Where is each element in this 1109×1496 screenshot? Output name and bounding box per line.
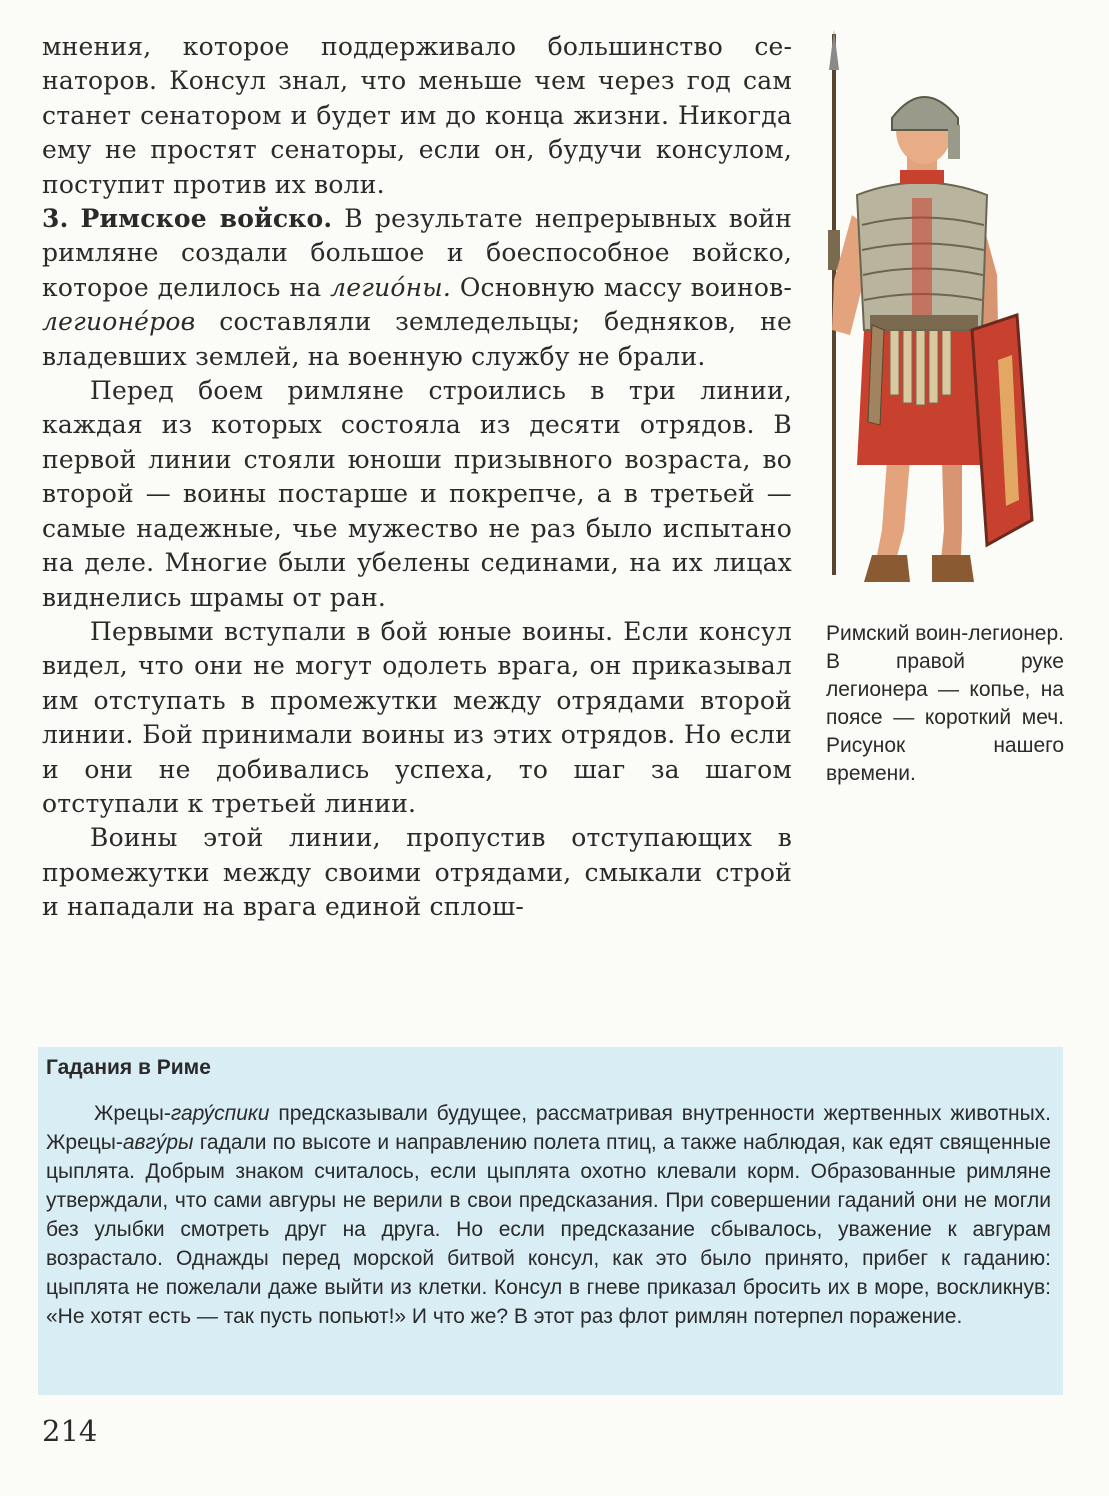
term-legionaries: легионе́ров — [42, 307, 196, 337]
term-legions: легио́ны. — [330, 272, 452, 302]
sidebar-body — [46, 1099, 1051, 1331]
helmet-cheekguard — [948, 125, 960, 159]
paragraph-1-text: мнения, которое поддерживало большинство сенаторов. Консул знал, что меньше чем через год сам станет сенатором и будет им до конца жизни. Никогда ему не простят сенаторы, если он, будучи консулом, поступит против их воли. — [42, 32, 792, 199]
sidebar-text-b: предсказывали будущее, рассматривая внутренности жертвенных животных. Жрецы- — [46, 1102, 1051, 1154]
right-sandal — [932, 555, 974, 582]
spear-grip — [828, 230, 840, 270]
paragraph-2-text-a: В результате непрерывных войн римляне создали большое и боеспособное войско, которое делилось на — [42, 204, 792, 302]
paragraph-2-text-b: Основную массу воинов- — [451, 272, 793, 302]
legionary-illustration — [812, 30, 1062, 605]
sidebar-text-a: Жрецы- — [94, 1102, 171, 1125]
belt — [870, 315, 978, 329]
section-number: 3. — [42, 204, 69, 234]
term-augurs: авгу́ры — [122, 1131, 194, 1154]
paragraph-3: Перед боем римляне строились в три линии, каждая из которых состояла из десяти отрядов. В первой линии стояли юноши призывного возраста, во второй — воины постарше и покрепче, а в третьей — самые надежные, чье мужество не раз было испытано на деле. Многие были убелены сединами, на их лицах виднелись шрамы от ран. — [42, 376, 792, 612]
legionary-figure-svg — [812, 30, 1062, 605]
sidebar-title: Гадания в Риме — [46, 1056, 211, 1079]
term-haruspices: гару́спики — [170, 1102, 270, 1125]
main-text-column — [42, 30, 792, 925]
sidebar-paragraph — [46, 1099, 1051, 1331]
paragraph-4: Первыми вступали в бой юные воины. Если консул видел, что они не могут одолеть врага, он приказывал им отступать в промежутки между отрядами второй линии. Бой принимали воины из этих отрядов. Но если и они не добивались успеха, то шаг за шагом отступали к третьей линии. — [42, 616, 792, 818]
spear-tip — [829, 30, 839, 70]
left-sandal — [864, 555, 910, 582]
figure-caption: Римский воин-легионер. В правой руке легионера — копье, на поясе — короткий меч. Рисунок нашего времени. — [826, 622, 1064, 785]
sidebar-box — [38, 1047, 1063, 1395]
belt-straps — [890, 325, 951, 405]
paragraph-1 — [42, 30, 792, 202]
scarf — [900, 170, 944, 184]
armor-front-strap — [912, 198, 932, 318]
sidebar-text-c: гадали по высоте и направлению полета птиц, а также наблюдая, как едят священные цыплята. Добрым знаком считалось, если цыплята охотно клевали корм. Образованные римляне утверждали, что сами авгуры не верили в свои предсказания. При совершении гаданий они не могли без улыбки смотреть друг на друга. Но если предсказание сбывалось, уважение к авгурам возрастало. Однажды перед морской битвой консул, как это было принято, прибег к гаданию: цыплята не пожелали даже выйти из клетки. Консул в гневе приказал бросить их в море, воскликнув: «Не хотят есть — так пусть попьют!» И что же? В этот раз флот римлян потерпел поражение. — [46, 1131, 1051, 1328]
section-heading: Римское войско. — [80, 204, 333, 234]
paragraph-5: Воины этой линии, пропустив отступающих в промежутки между своими отрядами, смыкали строй и нападали на врага единой сплош- — [42, 823, 792, 922]
paragraph-2-text-c: составляли земледельцы; бедняков, не владевших землей, на военную службу не брали. — [42, 307, 792, 371]
page-number: 214 — [42, 1414, 98, 1448]
paragraph-2 — [42, 202, 792, 374]
